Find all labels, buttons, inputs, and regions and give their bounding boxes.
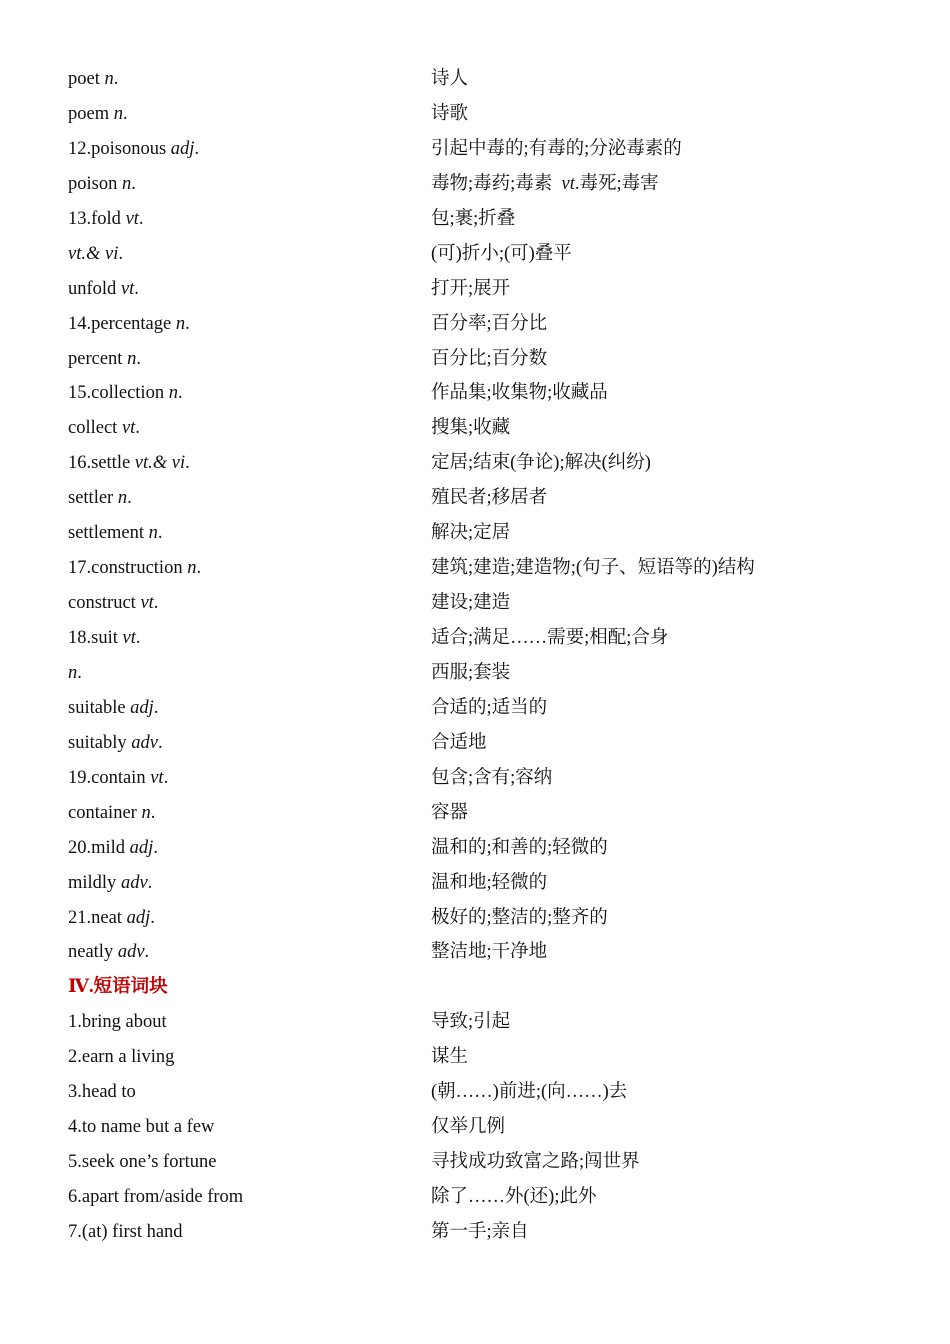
phrase-meaning: 谋生 [431, 1047, 469, 1068]
vocab-meaning: 包;裹;折叠 [431, 208, 516, 229]
vocab-meaning: 诗歌 [431, 103, 469, 124]
vocab-word: percent n. [68, 348, 141, 369]
vocab-row [0, 935, 950, 970]
vocab-meaning: (可)折小;(可)叠平 [431, 243, 572, 264]
vocab-row [0, 761, 950, 796]
vocab-meaning: 建设;建造 [431, 593, 511, 614]
phrase-meaning: 仅举几例 [431, 1117, 506, 1138]
vocab-row [0, 411, 950, 446]
vocab-word: suitable adj. [68, 697, 159, 718]
vocab-row [0, 481, 950, 516]
phrase-row [0, 1005, 950, 1040]
phrase-meaning: (朝……)前进;(向……)去 [431, 1082, 628, 1103]
vocab-meaning: 合适地 [431, 732, 487, 753]
phrase-row [0, 1180, 950, 1215]
vocab-word: 17.construction n. [68, 558, 202, 579]
vocab-meaning: 极好的;整洁的;整齐的 [431, 907, 608, 928]
vocab-meaning: 合适的;适当的 [431, 697, 548, 718]
vocab-meaning: 百分率;百分比 [431, 313, 548, 334]
phrase-text: 4.to name but a few [68, 1117, 215, 1138]
vocab-word: mildly adv. [68, 872, 153, 893]
phrase-text: 6.apart from/aside from [68, 1187, 244, 1207]
vocab-row [0, 901, 950, 936]
phrase-text: 3.head to [68, 1082, 136, 1103]
vocab-word: 13.fold vt. [68, 208, 144, 229]
vocab-word: 12.poisonous adj. [68, 138, 200, 159]
vocab-meaning: 殖民者;移居者 [431, 488, 548, 509]
vocab-word: poison n. [68, 173, 136, 194]
vocab-word: poet n. [68, 69, 119, 89]
phrase-text: 1.bring about [68, 1012, 167, 1033]
vocab-row [0, 586, 950, 621]
vocab-word: collect vt. [68, 418, 140, 439]
vocab-meaning: 百分比;百分数 [431, 348, 548, 369]
vocab-row [0, 342, 950, 377]
vocab-word: construct vt. [68, 593, 159, 614]
vocabulary-page [0, 62, 950, 1250]
vocab-word: n. [68, 662, 82, 683]
vocab-row [0, 621, 950, 656]
vocab-meaning: 建筑;建造;建造物;(句子、短语等的)结构 [431, 558, 755, 579]
vocab-word: suitably adv. [68, 732, 163, 753]
phrase-text: 5.seek one’s fortune [68, 1152, 217, 1173]
vocab-meaning: 西服;套装 [431, 662, 511, 683]
vocab-meaning: 毒物;毒药;毒素 vt.毒死;毒害 [431, 173, 659, 194]
vocab-word: 21.neat adj. [68, 907, 155, 928]
vocab-word: poem n. [68, 103, 128, 124]
vocab-row [0, 656, 950, 691]
phrase-meaning: 寻找成功致富之路;闯世界 [431, 1152, 640, 1173]
phrase-meaning: 除了……外(还);此外 [431, 1187, 597, 1207]
vocab-meaning: 打开;展开 [431, 278, 511, 299]
vocab-meaning: 作品集;收集物;收藏品 [431, 383, 608, 404]
section-heading-row [0, 970, 950, 1005]
phrase-text: 2.earn a living [68, 1047, 175, 1068]
vocab-row [0, 97, 950, 132]
vocab-meaning: 定居;结束(争论);解决(纠纷) [431, 453, 651, 474]
vocab-word: 16.settle vt.& vi. [68, 453, 190, 474]
vocab-meaning: 诗人 [431, 69, 469, 89]
vocab-word: 19.contain vt. [68, 767, 169, 788]
vocab-word: 20.mild adj. [68, 837, 158, 858]
vocab-word: 14.percentage n. [68, 313, 190, 334]
vocab-meaning: 引起中毒的;有毒的;分泌毒素的 [431, 138, 682, 159]
vocab-word: 15.collection n. [68, 383, 183, 404]
vocab-row [0, 866, 950, 901]
vocab-word: 18.suit vt. [68, 628, 141, 648]
vocab-word: neatly adv. [68, 942, 150, 963]
vocab-meaning: 解决;定居 [431, 523, 511, 544]
phrase-row [0, 1145, 950, 1180]
phrase-row [0, 1040, 950, 1075]
phrase-row [0, 1075, 950, 1110]
vocab-meaning: 温和地;轻微的 [431, 872, 548, 893]
vocab-word: container n. [68, 802, 156, 823]
vocab-word: vt.& vi. [68, 243, 123, 264]
vocab-row [0, 446, 950, 481]
phrase-row [0, 1110, 950, 1145]
vocab-meaning: 包含;含有;容纳 [431, 767, 553, 788]
vocab-row [0, 551, 950, 586]
vocab-row [0, 62, 950, 97]
vocab-row [0, 831, 950, 866]
vocab-meaning: 温和的;和善的;轻微的 [431, 837, 608, 858]
vocab-row [0, 237, 950, 272]
vocab-row [0, 796, 950, 831]
phrase-meaning: 第一手;亲自 [431, 1221, 529, 1242]
vocab-row [0, 691, 950, 726]
phrase-text: 7.(at) first hand [68, 1221, 183, 1242]
vocab-row [0, 307, 950, 342]
vocab-row [0, 202, 950, 237]
vocab-row [0, 376, 950, 411]
vocab-row [0, 726, 950, 761]
vocab-word: settler n. [68, 488, 132, 509]
vocab-meaning: 整洁地;干净地 [431, 942, 548, 963]
vocab-row [0, 272, 950, 307]
vocab-meaning: 适合;满足……需要;相配;合身 [431, 628, 669, 648]
phrase-meaning: 导致;引起 [431, 1012, 511, 1033]
vocab-row [0, 167, 950, 202]
vocab-row [0, 516, 950, 551]
vocab-row [0, 132, 950, 167]
phrase-row [0, 1215, 950, 1250]
vocab-word: unfold vt. [68, 278, 139, 299]
vocab-word: settlement n. [68, 523, 163, 544]
section-title: Ⅳ.短语词块 [68, 977, 168, 998]
vocab-meaning: 搜集;收藏 [431, 418, 511, 439]
vocab-meaning: 容器 [431, 802, 469, 823]
